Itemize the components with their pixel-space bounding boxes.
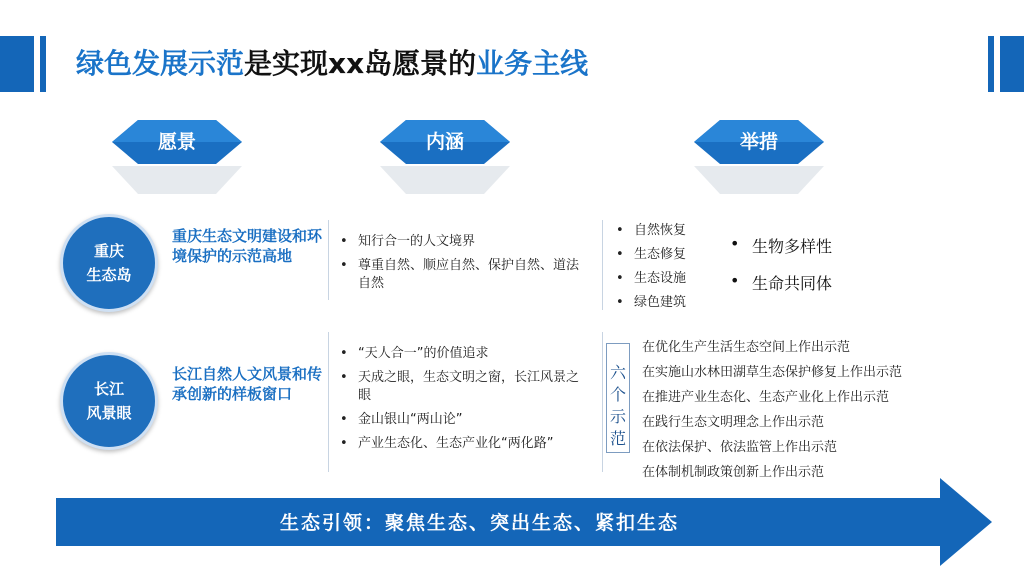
vision-row-2: 长江自然人文风景和传承创新的样板窗口 <box>172 365 323 403</box>
vision-row-1: 重庆生态文明建设和环境保护的示范高地 <box>172 227 323 265</box>
divider <box>602 220 603 310</box>
circle-row-2-line-2: 风景眼 <box>86 404 132 422</box>
six-label-char: 六 <box>609 363 626 382</box>
list-item: • 天成之眼，生态文明之窗，长江风景之眼 <box>336 369 586 405</box>
title-part-highlight-2: 业务主线 <box>476 47 589 80</box>
list-item: • 生态修复 <box>612 246 712 264</box>
right-accent-bar <box>1000 36 1024 92</box>
list-item: • 生物多样性 <box>726 234 832 257</box>
six-demonstrations-label <box>606 343 630 453</box>
divider <box>328 332 329 472</box>
circle-row-1-line-2: 生态岛 <box>86 266 132 284</box>
header-measures-reflection <box>694 166 824 194</box>
list-item: • 金山银山“两山论” <box>336 411 586 429</box>
measures-small-list <box>612 222 712 318</box>
six-label-char: 范 <box>609 429 626 448</box>
circle-row-1 <box>60 214 158 312</box>
list-item: • 绿色建筑 <box>612 294 712 312</box>
list-item: 在体制机制政策创新上作出示范 <box>642 465 825 480</box>
six-label-char: 示 <box>609 407 626 426</box>
measures-big-list <box>726 234 832 308</box>
list-item: • 产业生态化、生态产业化“两化路” <box>336 435 586 453</box>
connotation-list-2 <box>336 345 586 459</box>
list-item: • 尊重自然、顺应自然、保护自然、道法自然 <box>336 257 586 293</box>
connotation-list-1 <box>336 233 586 299</box>
divider <box>602 332 603 472</box>
header-connotation-reflection <box>380 166 510 194</box>
header-vision-label: 愿景 <box>157 131 196 153</box>
circle-row-1-line-1: 重庆 <box>93 242 124 260</box>
title-part-main: 是实现xx岛愿景的 <box>244 47 477 80</box>
list-item: • 生态设施 <box>612 270 712 288</box>
header-measures <box>694 120 824 164</box>
list-item: • 知行合一的人文境界 <box>336 233 586 251</box>
list-item: 在践行生态文明理念上作出示范 <box>642 415 825 430</box>
right-accent-bar-thin <box>988 36 994 92</box>
header-connotation-label: 内涵 <box>425 131 464 153</box>
list-item: • “天人合一”的价值追求 <box>336 345 586 363</box>
header-vision-reflection <box>112 166 242 194</box>
list-item: • 生命共同体 <box>726 271 832 294</box>
header-measures-label: 举措 <box>739 131 778 153</box>
six-demonstrations-list <box>642 338 902 488</box>
circle-row-2 <box>60 352 158 450</box>
bottom-arrow-text: 生态引领：聚焦生态、突出生态、紧扣生态 <box>280 512 680 534</box>
left-accent-bar-thin <box>40 36 46 92</box>
header-connotation <box>380 120 510 164</box>
divider <box>328 220 329 300</box>
circle-row-2-line-1: 长江 <box>93 380 124 398</box>
list-item: 在推进产业生态化、生态产业化上作出示范 <box>642 390 890 405</box>
list-item: 在依法保护、依法监管上作出示范 <box>642 440 838 455</box>
slide-title <box>76 42 588 82</box>
list-item: 在实施山水林田湖草生态保护修复上作出示范 <box>642 365 903 380</box>
six-label-char: 个 <box>609 385 626 404</box>
list-item: • 自然恢复 <box>612 222 712 240</box>
left-accent-bar <box>0 36 34 92</box>
list-item: 在优化生产生活生态空间上作出示范 <box>642 340 851 355</box>
header-vision <box>112 120 242 164</box>
title-part-highlight-1: 绿色发展示范 <box>76 47 245 80</box>
